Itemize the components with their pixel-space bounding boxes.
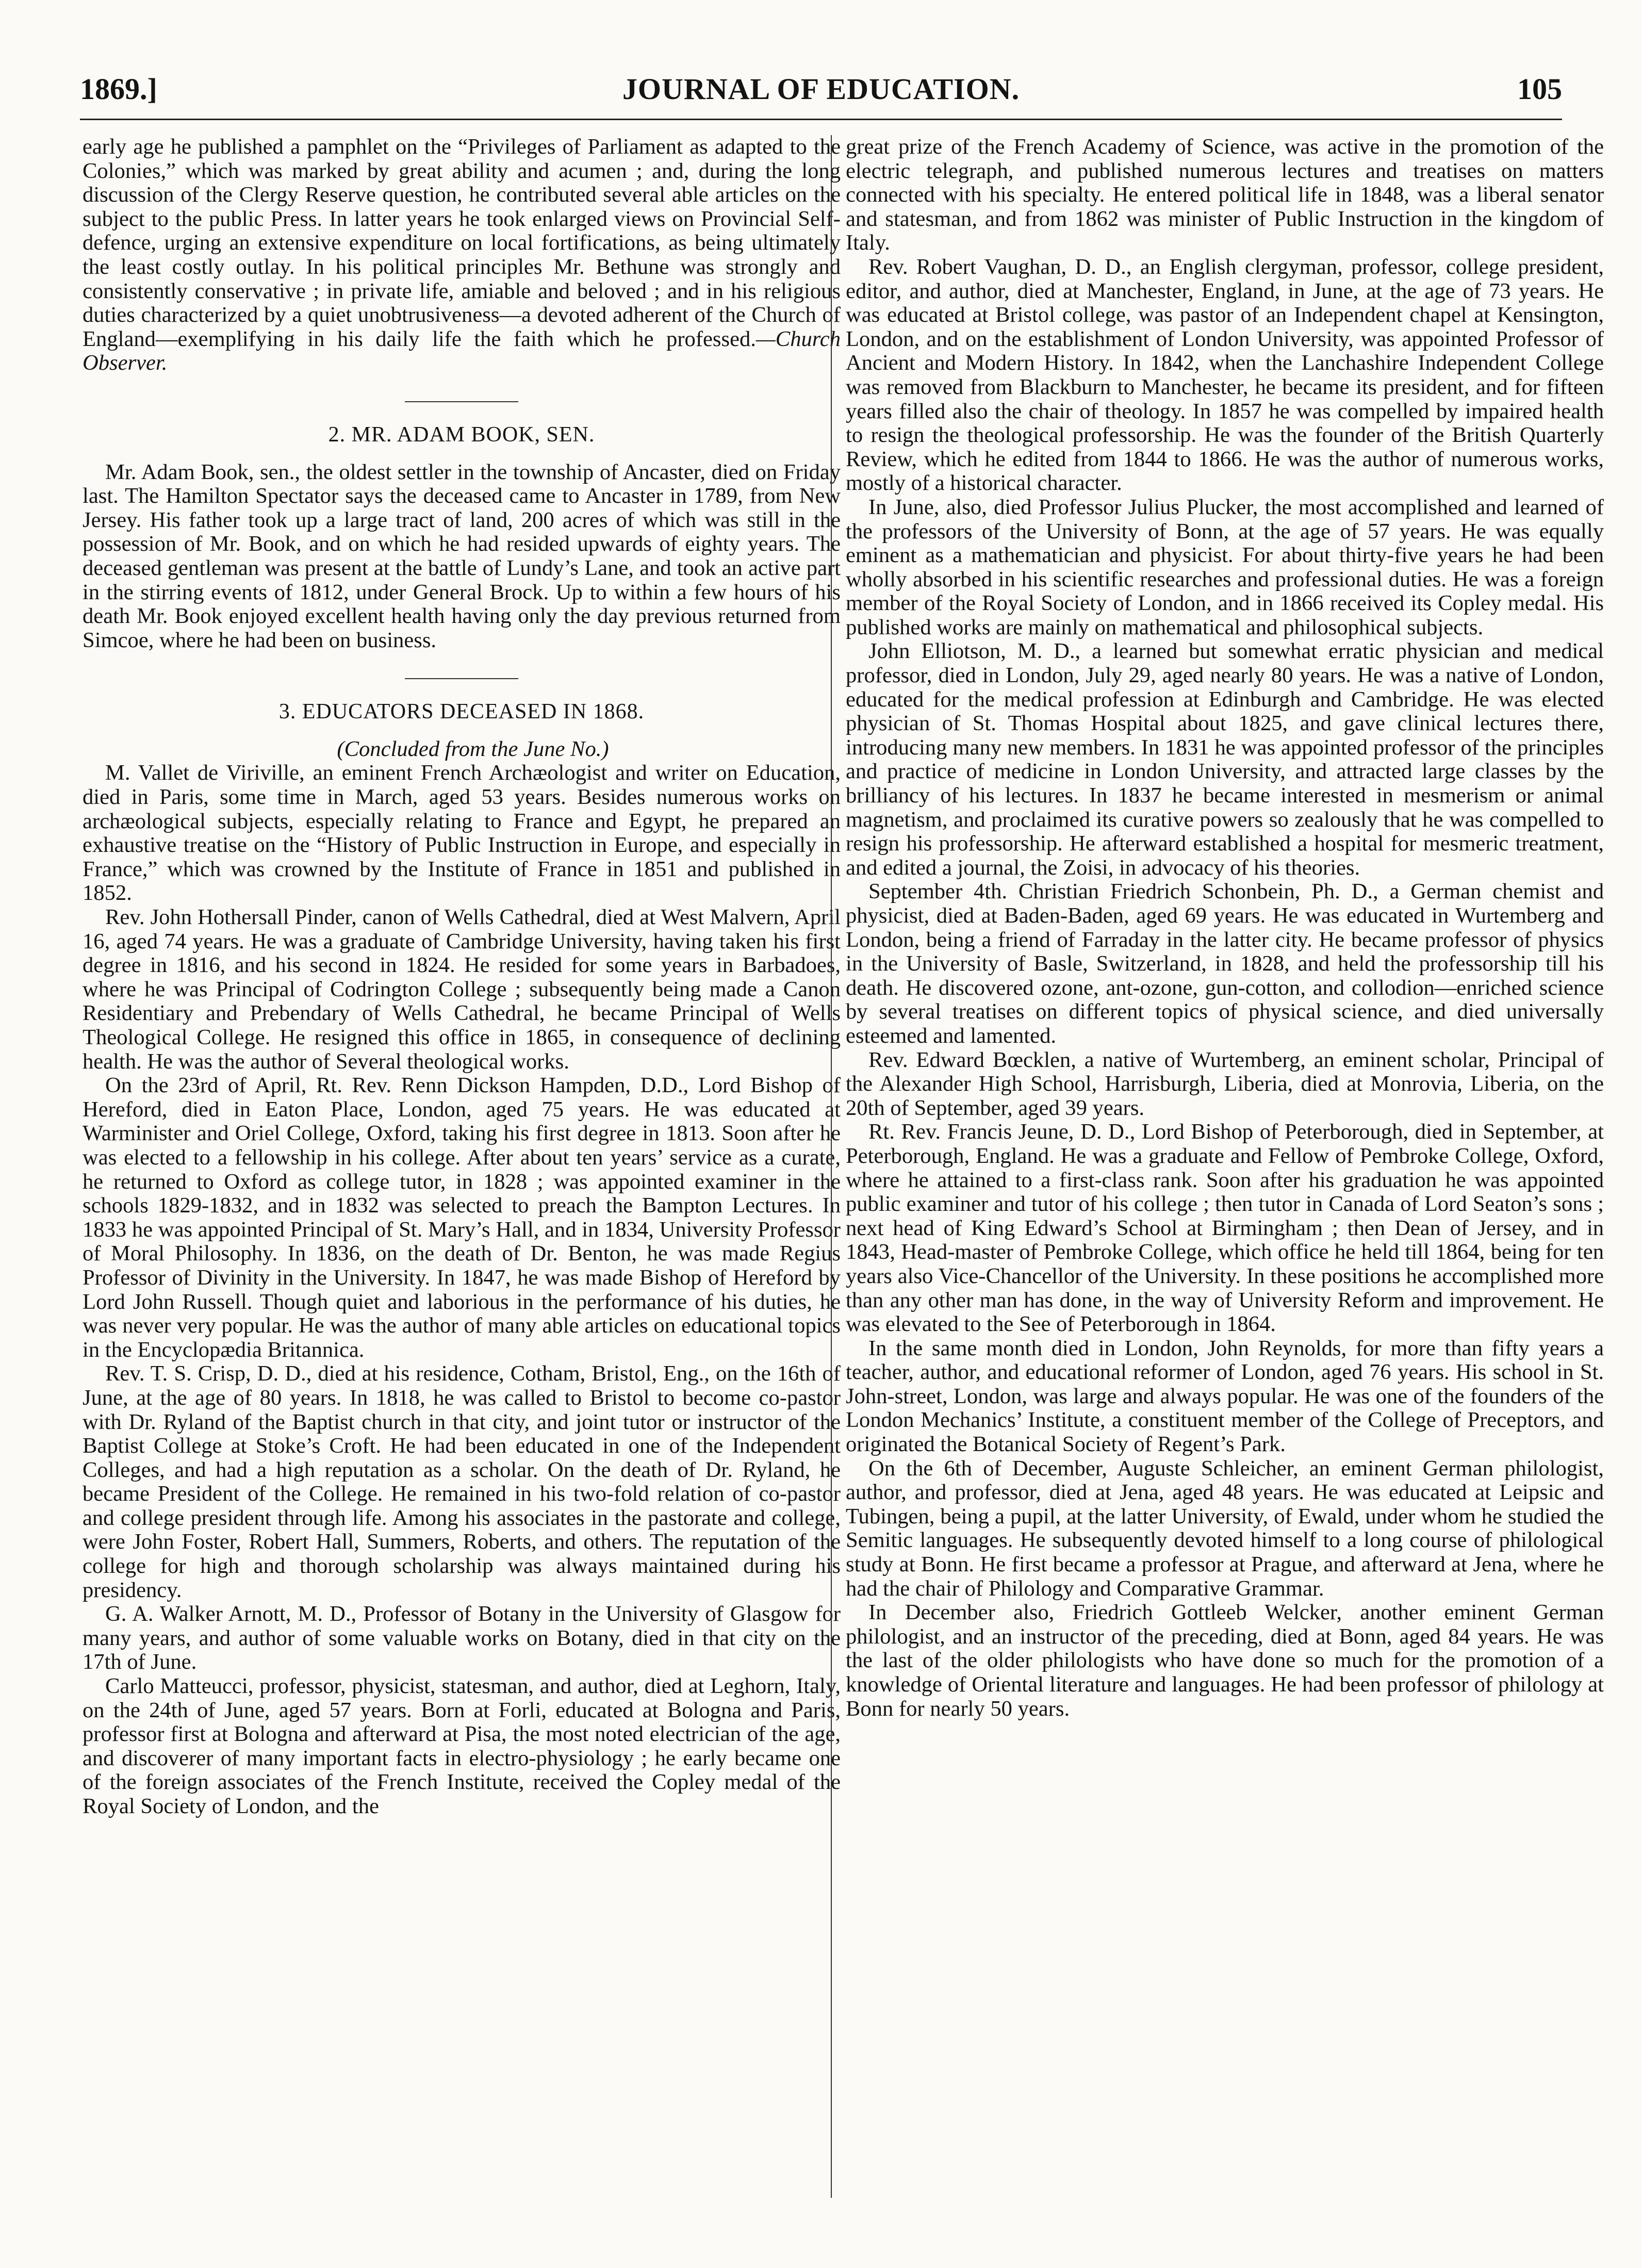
obituary-paragraph: G. A. Walker Arnott, M. D., Professor of Botany in the University of Glasgow for many years, and author of some valuable works on Botany, died in that city on the 17th of June. [83,1602,841,1674]
obituary-paragraph: On the 6th of December, Auguste Schleicher, an eminent German philologist, author, and professor, died at Jena, aged 48 years. He was educated at Leipsic and Tubingen, being a pupil, at the latter University, of Ewald, under whom he studied the Semitic languages. He subsequently devoted himself to a long course of philological study at Bonn. He first became a professor at Prague, and afterward at Jena, where he had the chair of Philology and Comparative Grammar. [846,1456,1604,1601]
obituary-paragraph: Rev. T. S. Crisp, D. D., died at his residence, Cotham, Bristol, Eng., on the 16th of June, at the age of 80 years. In 1818, he was called to Bristol to become co-pastor with Dr. Ryland of the Baptist church in that city, and joint tutor or instructor of the Baptist College at Stoke’s Croft. He had been educated in one of the Independent Colleges, and had a high reputation as a scholar. On the death of Dr. Ryland, he became President of the College. He remained in his two-fold relation of co-pastor and college president through life. Among his associates in the pastorate and college, were John Foster, Robert Hall, Summers, Roberts, and others. The reputation of the college for high and thorough scholarship was always maintained during his presidency. [83,1361,841,1602]
header-rule [80,119,1562,120]
running-head [80,66,1562,112]
section-separator [405,678,518,679]
obituary-paragraph: M. Vallet de Viriville, an eminent French Archæologist and writer on Education, died in Paris, some time in March, aged 53 years. Besides numerous works on archæological subjects, especially relating to France and Egypt, he prepared an exhaustive treatise on the “History of Public Instruction in Europe, and especially in France,” which was crowned by the Institute of France in 1851 and published in 1852. [83,761,841,906]
obituary-paragraph: In December also, Friedrich Gottleeb Welcker, another eminent German philologist, and an instructor of the preceding, died at Bonn, aged 84 years. He was the last of the older philologists who have done so much for the promotion of a knowledge of Oriental literature and languages. He had been professor of philology at Bonn for nearly 50 years. [846,1600,1604,1721]
section-separator [405,401,518,402]
intro-paragraph [83,135,841,375]
section-heading-adam-book: 2. MR. ADAM BOOK, SEN. [328,422,595,447]
obituary-paragraph: In June, also, died Professor Julius Plucker, the most accomplished and learned of the professors of the University of Bonn, at the age of 57 years. He was equally eminent as a mathematician and physicist. For about thirty-five years he had been wholly absorbed in his scientific researches and professional duties. He was a foreign member of the Royal Society of London, and in 1866 received its Copley medal. His published works are mainly on mathematical and philosophical subjects. [846,495,1604,639]
section-heading-educators: 3. EDUCATORS DECEASED IN 1868. [278,700,645,724]
column-divider [831,135,832,2198]
obituary-paragraph: Rev. Robert Vaughan, D. D., an English clergyman, professor, college president, editor, and author, died at Manchester, England, in June, at the age of 73 years. He was educated at Bristol college, was pastor of an Independent chapel at Kensington, London, and on the establishment of London University, was appointed Professor of Ancient and Modern History. In 1842, when the Lanchashire Independent College was removed from Blackburn to Manchester, he became its president, and for fifteen years filled also the chair of theology. In 1857 he was compelled by impaired health to resign the theological professorship. He was the founder of the British Quarterly Review, which he edited from 1844 to 1866. He was the author of numerous works, mostly of a historical character. [846,254,1604,496]
header-year: 1869.] [80,72,157,106]
obituary-paragraph: In the same month died in London, John Reynolds, for more than fifty years a teacher, author, and educational reformer of London, aged 76 years. His school in St. John-street, London, was large and always popular. He was one of the founders of the London Mechanics’ Institute, a constituent member of the College of Preceptors, and originated the Botanical Society of Regent’s Park. [846,1336,1604,1457]
concluded-note: (Concluded from the June No.) [337,736,609,761]
obituary-paragraph: On the 23rd of April, Rt. Rev. Renn Dickson Hampden, D.D., Lord Bishop of Hereford, died in Eaton Place, London, aged 75 years. He was educated at Warminister and Oriel College, Oxford, taking his first degree in 1813. Soon after he was elected to a fellowship in his college. After about ten years’ service as a curate, he returned to Oxford as college tutor, in 1828 ; was appointed examiner in the schools 1829-1832, and in 1832 was selected to preach the Bampton Lectures. In 1833 he was appointed Principal of St. Mary’s Hall, and in 1834, University Professor of Moral Philosophy. In 1836, on the death of Dr. Benton, he was made Regius Professor of Divinity in the University. In 1847, he was made Bishop of Hereford by Lord John Russell. Though quiet and laborious in the performance of his duties, he was never very popular. He was the author of many able articles on educational topics in the Encyclopædia Britannica. [83,1073,841,1362]
obituary-paragraph: Carlo Matteucci, professor, physicist, statesman, and author, died at Leghorn, Italy, on the 24th of June, aged 57 years. Born at Forli, educated at Bologna and Paris, professor first at Bologna and afterward at Pisa, the most noted electrician of the age, and discoverer of many important facts in electro-physiology ; he early became one of the foreign associates of the French Institute, received the Copley medal of the Royal Society of London, and the [83,1674,841,1818]
intro-text: early age he published a pamphlet on the “Privileges of Parliament as adapted to the Colonies,” which was marked by great ability and acumen ; and, during the long discussion of the Clergy Reserve question, he contributed several able articles on the subject to the public Press. In latter years he took enlarged views on Provincial Self-defence, urging an extensive expenditure on local fortifications, as being ultimately the least costly outlay. In his political principles Mr. Bethune was strongly and consistently conservative ; in private life, amiable and beloved ; and in his religious duties characterized by a quiet unobtrusiveness—a devoted adherent of the Church of England—exemplifying in his daily life the faith which he professed. [83,135,841,351]
intro-signature: —Church Observer. [83,326,841,375]
page-number: 105 [1517,72,1562,106]
left-column [83,135,841,2218]
obituary-paragraph: Rt. Rev. Francis Jeune, D. D., Lord Bishop of Peterborough, died in September, at Peterborough, England. He was a graduate and Fellow of Pembroke College, Oxford, where he attained to a first-class rank. Soon after his graduation he was appointed public examiner and tutor of his college ; then tutor in Canada of Lord Seaton’s sons ; next head of King Edward’s School at Birmingham ; then Dean of Jersey, and in 1843, Head-master of Pembroke College, which office he held till 1864, being for ten years also Vice-Chancellor of the University. In these positions he accomplished more than any other man has done, in the way of University Reform and improvement. He was elevated to the See of Peterborough in 1864. [846,1120,1604,1337]
obituary-paragraph: Rev. Edward Bœcklen, a native of Wurtemberg, an eminent scholar, Principal of the Alexander High School, Harrisburgh, Liberia, died at Monrovia, Liberia, on the 20th of September, aged 39 years. [846,1047,1604,1120]
right-column [846,135,1604,2218]
obituary-paragraph: great prize of the French Academy of Science, was active in the promotion of the electric telegraph, and published numerous lectures and treatises on matters connected with his specialty. He entered political life in 1848, was a liberal senator and statesman, and from 1862 was minister of Public Instruction in the kingdom of Italy. [846,135,1604,255]
obituary-paragraph: September 4th. Christian Friedrich Schonbein, Ph. D., a German chemist and physicist, died at Baden-Baden, aged 69 years. He was educated in Wurtemberg and London, being a friend of Farraday in the latter city. He became professor of physics in the University of Basle, Switzerland, in 1828, and held the professorship till his death. He discovered ozone, ant-ozone, gun-cotton, and collodion—enriched science by several treatises on different topics of physical science, and died universally esteemed and lamented. [846,879,1604,1048]
journal-title: JOURNAL OF EDUCATION. [622,72,1020,106]
obituary-paragraph: Rev. John Hothersall Pinder, canon of Wells Cathedral, died at West Malvern, April 16, aged 74 years. He was a graduate of Cambridge University, having taken his first degree in 1816, and his second in 1824. He resided for some years in Barbadoes, where he was Principal of Codrington College ; subsequently being made a Canon Residentiary and Prebendary of Wells Cathedral, he became Principal of Wells Theological College. He resigned this office in 1865, in consequence of declining health. He was the author of Several theological works. [83,905,841,1074]
adam-book-paragraph: Mr. Adam Book, sen., the oldest settler in the township of Ancaster, died on Friday last. The Hamilton Spectator says the deceased came to Ancaster in 1789, from New Jersey. His father took up a large tract of land, 200 acres of which was still in the possession of Mr. Book, and on which he had resided upwards of eighty years. The deceased gentleman was present at the battle of Lundy’s Lane, and took an active part in the stirring events of 1812, under General Brock. Up to within a few hours of his death Mr. Book enjoyed excellent health having only the day previous returned from Simcoe, where he had been on business. [83,459,841,652]
obituary-paragraph: John Elliotson, M. D., a learned but somewhat erratic physician and medical professor, died in London, July 29, aged nearly 80 years. He was a native of London, educated for the medical profession at Edinburgh and Cambridge. He was elected physician of St. Thomas Hospital about 1825, and gave clinical lectures there, introducing many new members. In 1831 he was appointed professor of the principles and practice of medicine in London University, and attracted large classes by the brilliancy of his lectures. In 1837 he became interested in mesmerism or animal magnetism, and proclaimed its curative powers so zealously that he was compelled to resign his professorship. He afterward established a hospital for mesmeric treatment, and edited a journal, the Zoisi, in advocacy of his theories. [846,639,1604,880]
